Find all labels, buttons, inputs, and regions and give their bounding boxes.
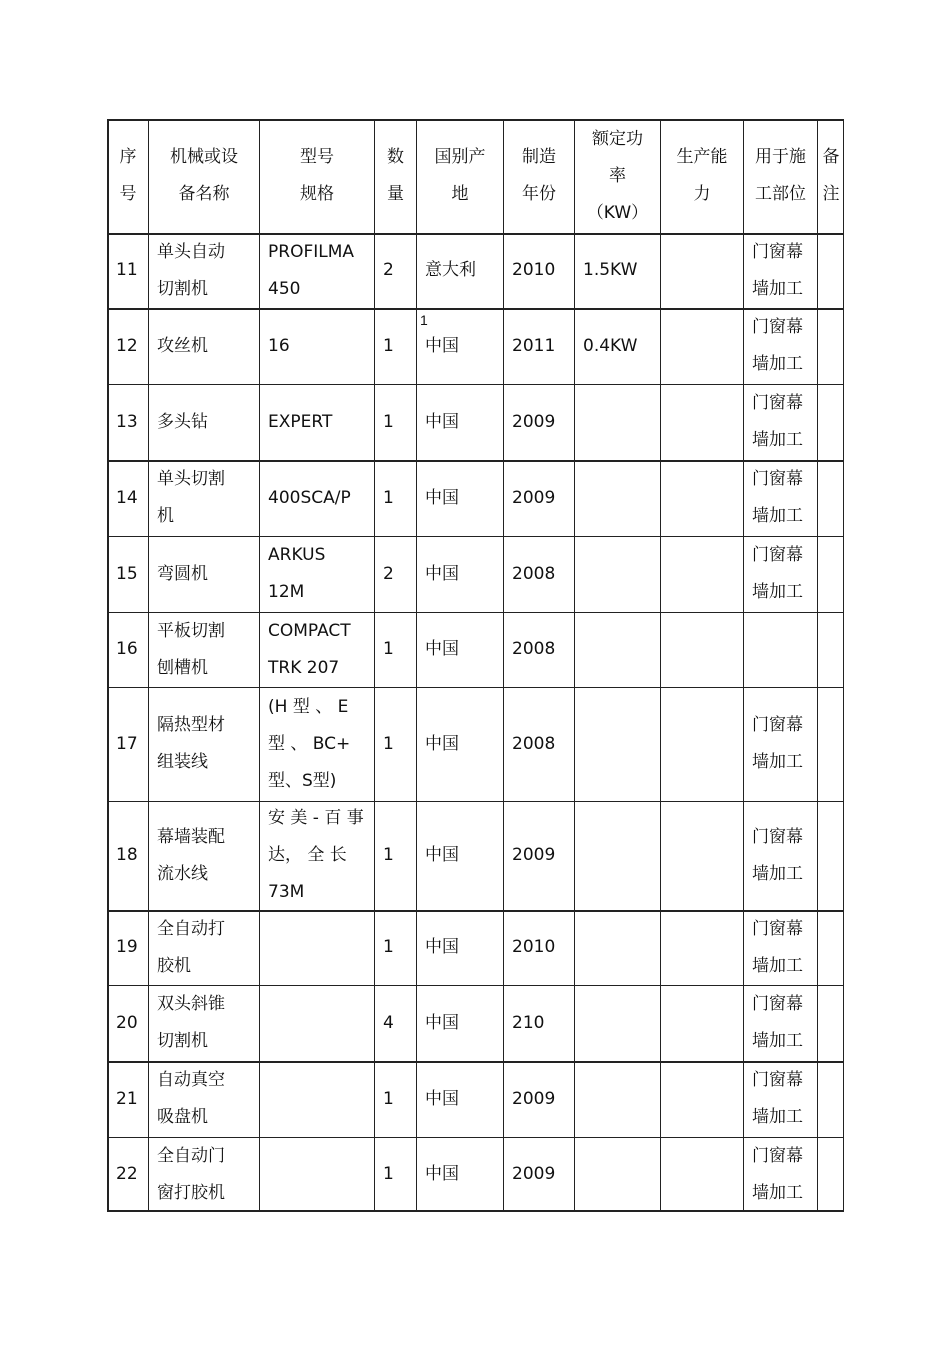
cell-usage-text: 门窗幕 墙加工 [752,918,803,976]
cell-origin-text: 中国 [425,937,459,957]
cell-name-text: 自动真空 吸盘机 [157,1070,225,1127]
cell-capacity [661,985,743,1061]
cell-name-text: 单头自动 切割机 [157,241,225,299]
cell-model-text: 400SCA/P [268,487,351,508]
cell-qty-text: 1 [383,411,394,432]
header-power [575,119,660,233]
cell-origin [417,308,503,384]
cell-qty [375,384,416,460]
cell-seq-text: 20 [116,1012,138,1033]
header-remark-text: 备 注 [822,147,840,204]
cell-model [260,910,374,985]
cell-qty-text: 1 [383,733,394,754]
cell-usage-text: 门窗幕 墙加工 [752,545,803,602]
cell-qty [375,801,416,910]
cell-usage [744,1137,817,1212]
cell-origin-text: 中国 [425,845,459,865]
cell-origin-text: 中国 [425,1164,459,1184]
cell-remark [818,985,844,1061]
cell-model-text: 16 [268,335,290,356]
cell-qty [375,308,416,384]
cell-remark [818,612,844,687]
cell-seq [108,985,148,1061]
cell-name-text: 隔热型材 组装线 [157,715,225,772]
cell-model-text: PROFILMA 450 [268,241,355,299]
cell-model [260,233,374,308]
equipment-table [107,119,844,1212]
cell-year [504,384,574,460]
cell-name [149,687,259,801]
cell-qty-text: 1 [383,1164,394,1184]
cell-seq-text: 14 [116,487,138,508]
cell-model [260,985,374,1061]
cell-name [149,460,259,536]
cell-remark [818,233,844,308]
cell-power [575,384,660,460]
cell-seq-text: 17 [116,733,138,754]
cell-usage [744,985,817,1061]
cell-origin [417,1061,503,1137]
header-usage [744,119,817,233]
cell-power [575,536,660,612]
cell-name [149,233,259,308]
cell-usage [744,308,817,384]
cell-power [575,308,660,384]
cell-seq-text: 13 [116,411,138,432]
cell-model-text: ARKUS 12M [268,545,326,602]
cell-capacity [661,536,743,612]
cell-power [575,460,660,536]
cell-remark [818,910,844,985]
cell-capacity [661,1137,743,1212]
cell-year [504,985,574,1061]
cell-model-text: EXPERT [268,411,333,432]
cell-usage [744,384,817,460]
cell-origin [417,910,503,985]
header-qty-text: 数 量 [387,147,404,204]
cell-capacity [661,910,743,985]
cell-usage [744,233,817,308]
cell-capacity [661,801,743,910]
cell-remark [818,687,844,801]
cell-remark [818,460,844,536]
cell-model-text: COMPACT TRK 207 [268,620,351,678]
cell-model [260,308,374,384]
cell-year-text: 2011 [512,335,556,356]
cell-year [504,910,574,985]
header-seq [108,119,148,233]
cell-name-text: 幕墙装配 流水线 [157,826,225,884]
cell-qty-text: 2 [383,260,394,280]
cell-usage [744,687,817,801]
cell-model [260,1137,374,1212]
cell-seq [108,687,148,801]
cell-seq [108,233,148,308]
cell-model [260,612,374,687]
header-year-text: 制造 年份 [522,147,556,204]
cell-model [260,536,374,612]
cell-usage [744,536,817,612]
cell-year-text: 2009 [512,411,556,432]
cell-capacity [661,687,743,801]
header-power-text: 额定功 率 （KW） [586,128,649,223]
cell-remark [818,308,844,384]
cell-origin-text: 中国 [425,563,459,584]
header-usage-text: 用于施 工部位 [755,147,806,204]
cell-seq-text: 16 [116,639,138,659]
cell-year-text: 2008 [512,733,556,754]
cell-usage [744,910,817,985]
cell-origin-text: 中国 [425,1088,459,1109]
cell-qty-text: 4 [383,1012,394,1033]
cell-name [149,1137,259,1212]
cell-model [260,1061,374,1137]
header-name [149,119,259,233]
cell-year-text: 2009 [512,1164,556,1184]
header-model [260,119,374,233]
cell-origin-text: 意大利 [425,260,476,280]
cell-qty-text: 2 [383,563,394,584]
cell-seq [108,536,148,612]
cell-origin-text: 中国 [425,411,459,432]
cell-name [149,1061,259,1137]
cell-seq-text: 15 [116,563,138,584]
cell-power [575,801,660,910]
header-qty [375,119,416,233]
cell-name [149,308,259,384]
cell-model [260,460,374,536]
cell-origin-text: 中国 [425,733,459,754]
cell-name-text: 多头钻 [157,411,208,432]
cell-name-text: 全自动打 胶机 [157,918,225,976]
header-origin [417,119,503,233]
cell-usage-text: 门窗幕 墙加工 [752,994,803,1051]
cell-seq-text: 11 [116,260,138,280]
cell-usage-text: 门窗幕 墙加工 [752,317,803,374]
cell-origin [417,536,503,612]
cell-origin-text: 中国 [425,487,459,508]
cell-year [504,1137,574,1212]
cell-name-text: 弯圆机 [157,563,208,584]
header-seq-text: 序 号 [119,147,137,204]
cell-seq [108,1061,148,1137]
cell-seq [108,801,148,910]
cell-seq [108,1137,148,1212]
cell-model-text: (H 型 、 E 型 、 BC+ 型、S型) [268,696,351,791]
cell-year [504,612,574,687]
cell-capacity [661,384,743,460]
header-origin-text: 国别产 地 [434,147,486,204]
cell-origin [417,687,503,801]
cell-usage [744,460,817,536]
cell-usage [744,1061,817,1137]
header-year [504,119,574,233]
cell-qty [375,460,416,536]
cell-seq-text: 19 [116,937,138,957]
cell-name-text: 单头切割 机 [157,469,225,526]
header-capacity-text: 生产能 力 [676,147,728,204]
cell-year [504,536,574,612]
cell-origin-text: 中国 [425,335,459,356]
cell-qty [375,687,416,801]
cell-qty [375,233,416,308]
cell-origin [417,612,503,687]
cell-qty-text: 1 [383,335,394,356]
cell-seq [108,460,148,536]
cell-seq [108,384,148,460]
cell-seq-text: 22 [116,1164,138,1184]
cell-year [504,308,574,384]
cell-model [260,687,374,801]
cell-power-text: 1.5KW [583,260,638,280]
cell-seq [108,910,148,985]
cell-year-text: 2009 [512,487,556,508]
cell-model-text: 安 美 - 百 事 达， 全 长 73M [268,808,364,902]
header-name-text: 机械或设 备名称 [170,147,238,204]
cell-name [149,985,259,1061]
cell-seq [108,612,148,687]
cell-usage [744,801,817,910]
cell-power [575,910,660,985]
cell-power [575,985,660,1061]
cell-name-text: 攻丝机 [157,335,208,356]
cell-origin [417,801,503,910]
cell-qty-text: 1 [383,639,394,659]
cell-name-text: 平板切割 刨槽机 [157,620,225,678]
cell-usage-text: 门窗幕 墙加工 [752,1145,803,1203]
cell-usage-text: 门窗幕 墙加工 [752,826,803,884]
cell-capacity [661,233,743,308]
cell-year-text: 210 [512,1012,545,1033]
cell-year-text: 2010 [512,937,556,957]
cell-year [504,687,574,801]
cell-remark [818,536,844,612]
cell-qty-text: 1 [383,937,394,957]
cell-usage-text: 门窗幕 墙加工 [752,1070,803,1127]
cell-qty [375,1137,416,1212]
cell-year [504,801,574,910]
cell-seq-text: 12 [116,335,138,356]
cell-remark [818,384,844,460]
cell-power [575,1137,660,1212]
cell-power [575,233,660,308]
cell-year [504,1061,574,1137]
cell-name [149,801,259,910]
cell-origin [417,384,503,460]
cell-model [260,384,374,460]
cell-name [149,384,259,460]
cell-qty [375,536,416,612]
cell-model [260,801,374,910]
header-model-text: 型号 规格 [300,147,334,204]
cell-origin [417,460,503,536]
cell-qty [375,612,416,687]
cell-qty-text: 1 [383,1088,394,1109]
cell-power [575,612,660,687]
header-remark [818,119,844,233]
cell-origin [417,1137,503,1212]
cell-qty-text: 1 [383,487,394,508]
cell-power-text: 0.4KW [583,335,638,356]
cell-capacity [661,1061,743,1137]
cell-usage [744,612,817,687]
cell-qty [375,1061,416,1137]
cell-origin-text: 中国 [425,639,459,659]
cell-name [149,612,259,687]
cell-seq [108,308,148,384]
cell-remark [818,801,844,910]
cell-year [504,460,574,536]
cell-power [575,1061,660,1137]
cell-year-text: 2008 [512,639,556,659]
cell-seq-text: 21 [116,1088,138,1109]
cell-usage-text: 门窗幕 墙加工 [752,241,803,299]
cell-seq-text: 18 [116,845,138,865]
cell-origin-text: 中国 [425,1012,459,1033]
cell-year-text: 2009 [512,845,556,865]
cell-year-text: 2010 [512,260,556,280]
cell-capacity [661,612,743,687]
cell-year [504,233,574,308]
cell-capacity [661,460,743,536]
cell-usage-text: 门窗幕 墙加工 [752,715,803,772]
stray-mark: 1 [420,312,428,328]
cell-qty [375,985,416,1061]
header-capacity [661,119,743,233]
cell-usage-text: 门窗幕 墙加工 [752,393,803,450]
cell-name [149,536,259,612]
cell-capacity [661,308,743,384]
cell-origin [417,233,503,308]
cell-qty-text: 1 [383,845,394,865]
cell-year-text: 2008 [512,563,556,584]
cell-name [149,910,259,985]
cell-qty [375,910,416,985]
cell-origin [417,985,503,1061]
cell-remark [818,1137,844,1212]
cell-remark [818,1061,844,1137]
cell-year-text: 2009 [512,1088,556,1109]
cell-usage-text: 门窗幕 墙加工 [752,469,803,526]
cell-name-text: 全自动门 窗打胶机 [157,1145,225,1203]
cell-power [575,687,660,801]
cell-name-text: 双头斜锥 切割机 [157,994,225,1051]
